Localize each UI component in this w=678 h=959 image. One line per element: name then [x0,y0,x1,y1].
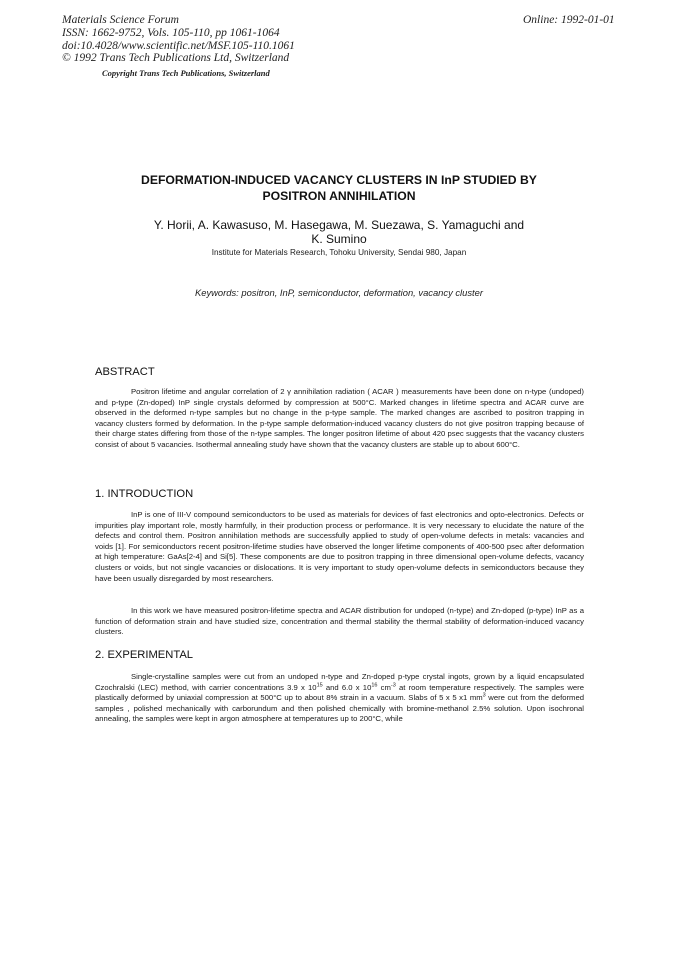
introduction-paragraph-1: InP is one of III-V compound semiconductors to be used as materials for devices of fast electronics and opto-electronics. Defects or impurities play important role, mostly harmfully, in their production process or performance. It is very necessary to elucidate the nature of the defects and control them. Positron annihilation methods are successfully applied to study of open-volume defects in metals: vacancies and voids [1]. For semiconductors recent positron-lifetime studies have observed the longer lifetime components of 400-500 psec after deformation at high temperature: GaAs[2-4] and Si[5]. These components are due to positron trapping in three dimensional open-volume defects, vacancy clusters or voids, but not single vacancies or dislocations. It is very important to study open-volume defects in semiconductors because they have been usually disregarded by most researchers. [95,510,584,583]
copyright-line: © 1992 Trans Tech Publications Ltd, Switzerland [62,52,290,64]
abstract-heading: ABSTRACT [95,366,155,378]
doi-link[interactable]: doi:10.4028/www.scientific.net/MSF.105-110.1061 [62,40,295,52]
keywords: Keywords: positron, InP, semiconductor, deformation, vacancy cluster [195,287,483,298]
abstract-text: Positron lifetime and angular correlation of 2 γ annihilation radiation ( ACAR ) measurements have been done on n-type (undoped) and p-type (Zn-doped) InP single crystals deformed by compression at 500°C. Marked changes in lifetime spectra and ACAR curve are observed in the deformed n-type samples but no change in the p-type sample. The marked changes are ascribed to positron trapping in vacancy clusters formed by deformation. In the p-type sample deformation-induced vacancy clusters do not give positron trapping because of their charge states differing from those of the n-type samples. The longer positron lifetime of about 420 psec suggests that the vacancy clusters consist of about 5 vacancies. Isothermal annealing study have shown that the vacancy clusters are stable up to about 600°C. [95,387,584,449]
copyright-notice: Copyright Trans Tech Publications, Switzerland [102,68,270,78]
experimental-paragraph: Single-crystalline samples were cut from an undoped n-type and Zn-doped p-type crystal ingots, grown by a liquid encapsulated Czochralski (LEC) method, with carrier concentrations 3.9 x $10^{15}$ and 6.0 x $10^{16}$ $cm^{-3}$ at room temperature respectively. The samples were plastically deformed by uniaxial compression at 500°C up to about 8% strain in a vacuum. Slabs of 5 x 5 x1 $mm^3$ were cut from the deformed samples , polished mechanically with carborundum and then polished chemically with bromine-methanol 2.5% solution. Upon isochronal annealing, the samples were kept in argon atmosphere at temperatures up to 200°C, while [95,672,584,724]
paper-title-line-1: DEFORMATION-INDUCED VACANCY CLUSTERS IN InP STUDIED BY [141,173,537,187]
issn-line: ISSN: 1662-9752, Vols. 105-110, pp 1061-1064 [62,27,280,39]
online-date: Online: 1992-01-01 [523,14,615,26]
author-list-line-2: K. Sumino [311,232,367,246]
affiliation: Institute for Materials Research, Tohoku University, Sendai 980, Japan [211,248,467,257]
author-list-line-1: Y. Horii, A. Kawasuso, M. Hasegawa, M. Suezawa, S. Yamaguchi and [153,218,525,232]
introduction-paragraph-2: In this work we have measured positron-lifetime spectra and ACAR distribution for undoped (n-type) and Zn-doped (p-type) InP as a function of deformation strain and have studied size, concentration and thermal stability the thermal stability of deformation-induced vacancy clusters. [95,606,584,637]
journal-name: Materials Science Forum [62,14,179,26]
experimental-heading: 2. EXPERIMENTAL [95,649,194,661]
introduction-heading: 1. INTRODUCTION [95,488,194,500]
paper-title-line-2: POSITRON ANNIHILATION [262,189,416,203]
